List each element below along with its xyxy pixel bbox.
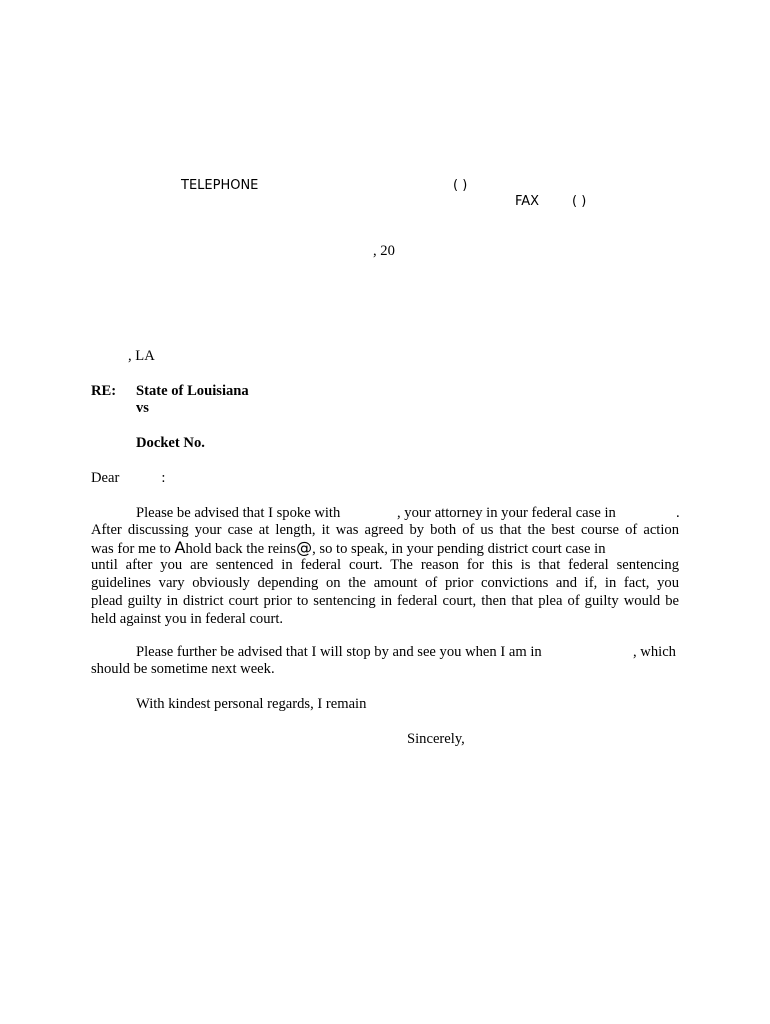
fax-value: ( )	[572, 194, 587, 209]
salutation	[91, 469, 165, 487]
closing: Sincerely,	[407, 731, 465, 747]
paragraph1-line5: guidelines vary obviously depending on the amount of prior convictions and if, in fact, you	[91, 575, 679, 591]
re-label: RE:	[91, 383, 117, 399]
paragraph1-line1-a: Please be advised that I spoke with	[136, 505, 341, 521]
paragraph1-line2: After discussing your case at length, it was agreed by both of us that the best course of action	[91, 522, 679, 538]
paragraph2-line1-a: Please further be advised that I will stop by and see you when I am in	[136, 644, 542, 660]
address-city-state: , LA	[128, 348, 155, 364]
paragraph1-line1-c: .	[676, 505, 680, 521]
paragraph1-body	[91, 521, 679, 539]
salutation-dear: Dear	[91, 470, 120, 486]
re-docket: Docket No.	[136, 435, 205, 451]
date-line: , 20	[373, 243, 395, 259]
paragraph1-line6: plead guilty in district court prior to sentencing in federal court, then that plea of guilty would be	[91, 593, 679, 609]
salutation-colon: :	[161, 470, 166, 486]
paragraph1-line1-b: , your attorney in your federal case in	[397, 505, 616, 521]
paragraph1-line3-a: was for me to	[91, 541, 175, 557]
telephone-value: ( )	[453, 178, 468, 193]
paragraph2-line1-b: , which	[633, 644, 676, 660]
fax-label: FAX	[515, 194, 540, 209]
paragraph1-line3-b: hold back the reins	[185, 541, 297, 557]
re-case-title: State of Louisiana	[136, 383, 249, 399]
paragraph1-line3-symbol-at: @	[296, 538, 313, 557]
paragraph2-line2: should be sometime next week.	[91, 661, 275, 677]
paragraph1-continued	[91, 556, 679, 628]
paragraph1-line3-c: , so to speak, in your pending district court case in	[312, 541, 606, 557]
paragraph1-line4: until after you are sentenced in federal court. The reason for this is that federal sentencing	[91, 557, 679, 573]
paragraph1-line7: held against you in federal court.	[91, 611, 284, 627]
telephone-label: TELEPHONE	[181, 178, 259, 193]
paragraph3: With kindest personal regards, I remain	[136, 696, 367, 712]
re-vs: vs	[136, 400, 149, 416]
paragraph1-line3-symbol-a: A	[174, 538, 186, 557]
